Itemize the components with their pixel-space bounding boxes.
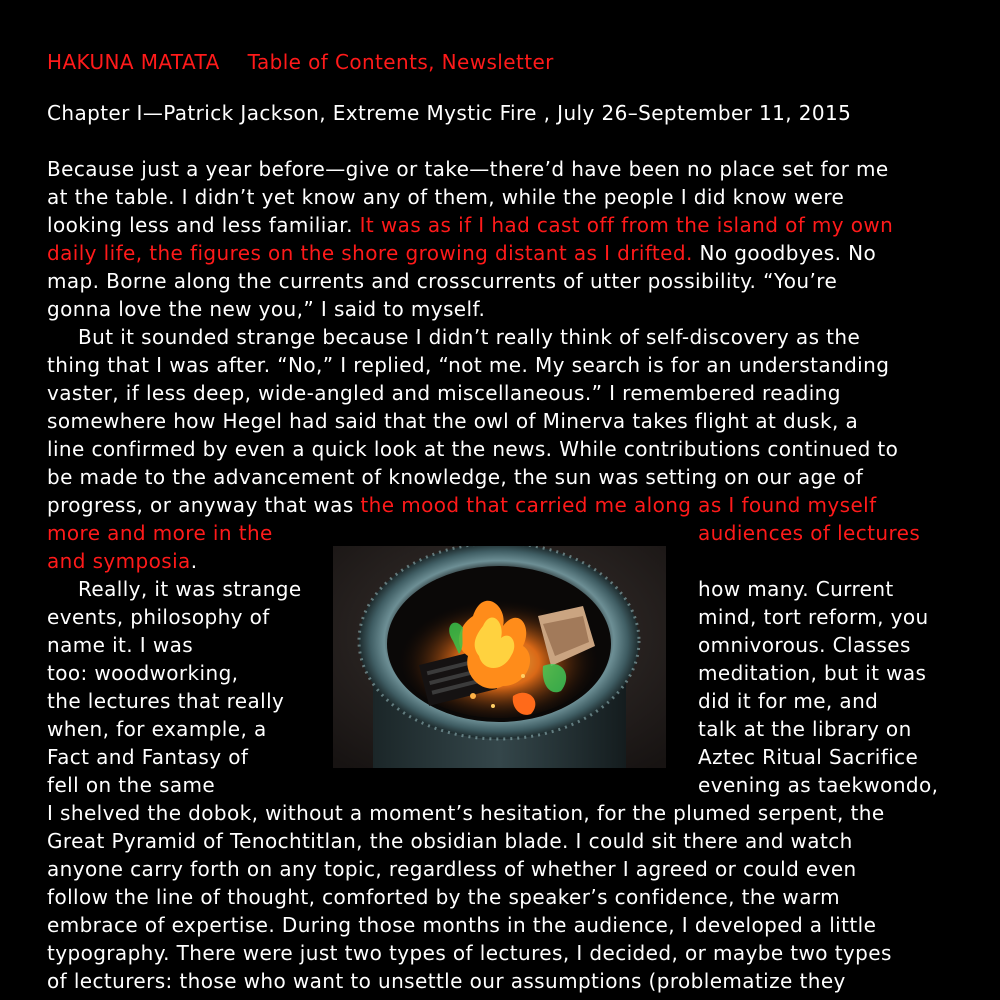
text-span: No goodbyes. No: [692, 241, 877, 265]
toc-newsletter-link[interactable]: Table of Contents, Newsletter: [247, 50, 554, 74]
text-line-left: the lectures that really: [47, 689, 285, 713]
paragraph-start-line-left: Really, it was strange: [78, 577, 302, 601]
text-line-left: too: woodworking,: [47, 661, 239, 685]
text-line-right: how many. Current: [698, 577, 894, 601]
highlight-span: and symposia: [47, 549, 191, 573]
chapter-heading: Chapter I—Patrick Jackson, Extreme Mystic Fire , July 26–September 11, 2015: [47, 101, 852, 125]
text-line-right: Aztec Ritual Sacrifice: [698, 745, 919, 769]
text-line: be made to the advancement of knowledge, the sun was setting on our age of: [47, 465, 864, 489]
text-span: looking less and less familiar.: [47, 213, 360, 237]
text-line-right: did it for me, and: [698, 689, 879, 713]
text-line: I shelved the dobok, without a moment’s hesitation, for the plumed serpent, the: [47, 801, 885, 825]
text-line: [47, 491, 877, 519]
text-line: embrace of expertise. During those months in the audience, I developed a little: [47, 913, 877, 937]
text-line: at the table. I didn’t yet know any of them, while the people I did know were: [47, 185, 845, 209]
highlight-span: It was as if I had cast off from the island of my own: [359, 213, 894, 237]
text-line: [47, 239, 876, 267]
text-line: thing that I was after. “No,” I replied, “not me. My search is for an understanding: [47, 353, 890, 377]
text-span: progress, or anyway that was: [47, 493, 361, 517]
text-line: vaster, if less deep, wide-angled and miscellaneous.” I remembered reading: [47, 381, 841, 405]
fire-pit-illustration: [333, 546, 666, 768]
paragraph-start-line: But it sounded strange because I didn’t really think of self-discovery as the: [78, 325, 861, 349]
text-line-right: evening as taekwondo,: [698, 773, 939, 797]
text-line-left: events, philosophy of: [47, 605, 270, 629]
highlight-line-left: more and more in the: [47, 521, 273, 545]
text-span: .: [190, 549, 198, 573]
text-line-right: mind, tort reform, you: [698, 605, 929, 629]
highlight-span: daily life, the figures on the shore growing distant as I drifted.: [47, 241, 693, 265]
text-line: somewhere how Hegel had said that the owl of Minerva takes flight at dusk, a: [47, 409, 859, 433]
fire-pit-photo: [333, 546, 666, 768]
top-nav: [47, 48, 554, 76]
text-line: line confirmed by even a quick look at the news. While contributions continued to: [47, 437, 899, 461]
text-line: Because just a year before—give or take—there’d have been no place set for me: [47, 157, 889, 181]
text-line: of lecturers: those who want to unsettle our assumptions (problematize they: [47, 969, 846, 993]
text-line: [47, 211, 893, 239]
highlight-line-right: audiences of lectures: [698, 521, 921, 545]
text-line-left: name it. I was: [47, 633, 194, 657]
text-line: typography. There were just two types of lectures, I decided, or maybe two types: [47, 941, 892, 965]
text-line: follow the line of thought, comforted by the speaker’s confidence, the warm: [47, 885, 840, 909]
highlight-span: the mood that carried me along as I found myself: [360, 493, 877, 517]
text-line: gonna love the new you,” I said to myself.: [47, 297, 486, 321]
text-line: Great Pyramid of Tenochtitlan, the obsidian blade. I could sit there and watch: [47, 829, 853, 853]
text-line: [47, 547, 197, 575]
text-line: map. Borne along the currents and crosscurrents of utter possibility. “You’re: [47, 269, 838, 293]
site-title-link[interactable]: HAKUNA MATATA: [47, 50, 220, 74]
text-line-right: talk at the library on: [698, 717, 912, 741]
text-line-left: when, for example, a: [47, 717, 267, 741]
text-line: anyone carry forth on any topic, regardless of whether I agreed or could even: [47, 857, 857, 881]
text-line-right: omnivorous. Classes: [698, 633, 911, 657]
text-line-left: Fact and Fantasy of: [47, 745, 249, 769]
text-line-left: fell on the same: [47, 773, 216, 797]
text-line-right: meditation, but it was: [698, 661, 927, 685]
